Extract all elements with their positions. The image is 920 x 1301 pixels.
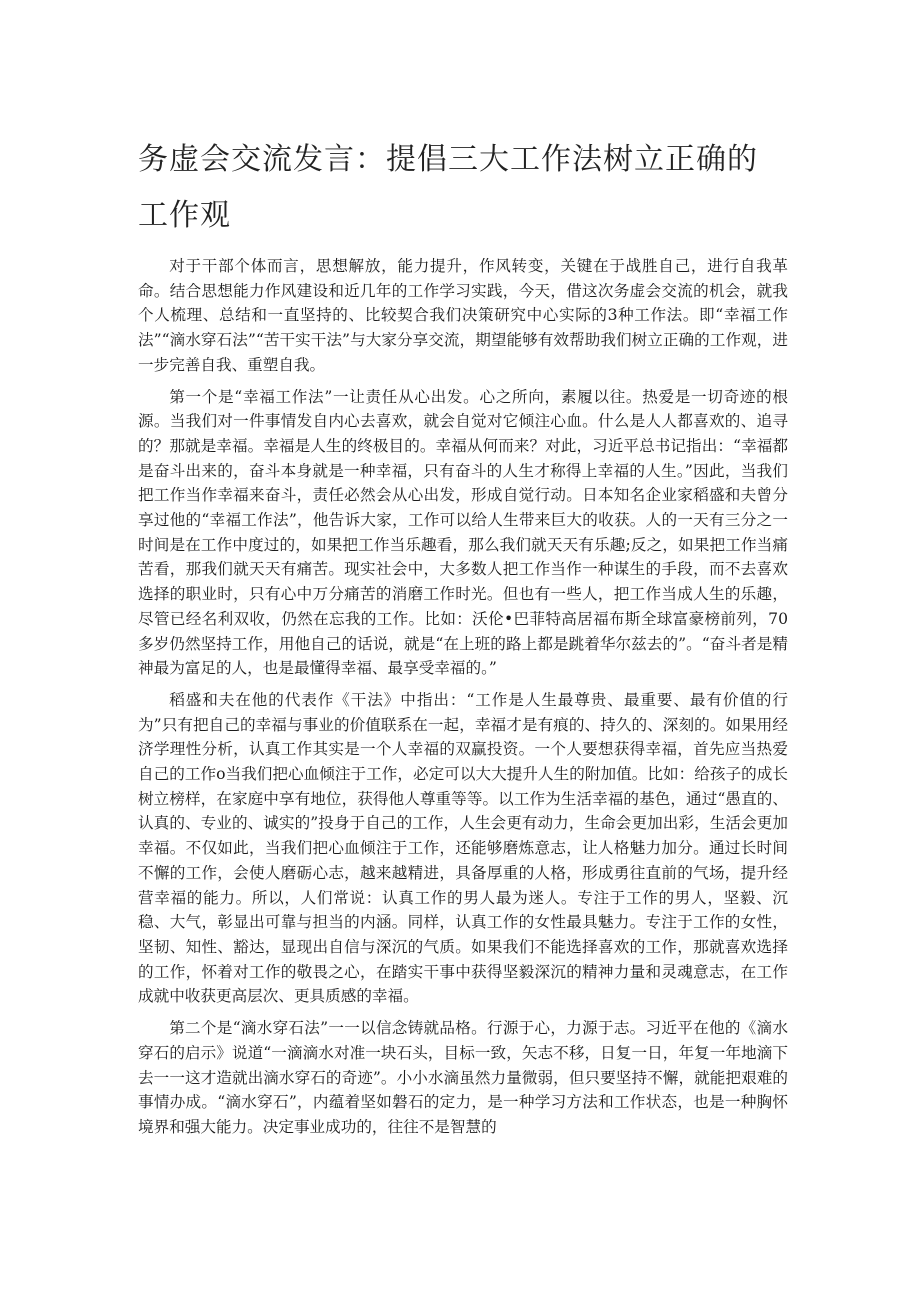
paragraph-happiness-method: 第一个是“幸福工作法”一让责任从心出发。心之所向，素履以往。热爱是一切奇迹的根源。当我们对一件事情发自内心去喜欢，就会自觉对它倾注心血。什么是人人都喜欢的、追寻的？那就是幸福。幸福是人生的终极目的。幸福从何而来？对此，习近平总书记指出：“幸福都是奋斗出来的，奋斗本身就是一种幸福，只有奋斗的人生才称得上幸福的人生。”因此，当我们把工作当作幸福来奋斗，责任必然会从心出发，形成自觉行动。日本知名企业家稻盛和夫曾分享过他的“幸福工作法”，他告诉大家，工作可以给人生带来巨大的收获。人的一天有三分之一时间是在工作中度过的，如果把工作当乐趣看，那么我们就天天有乐趣;反之，如果把工作当痛苦看，那我们就天天有痛苦。现实社会中，大多数人把工作当作一种谋生的手段，而不去喜欢选择的职业时，只有心中万分痛苦的消磨工作时光。但也有一些人，把工作当成人生的乐趣，尽管已经名利双收，仍然在忘我的工作。比如：沃伦•巴菲特高居福布斯全球富豪榜前列，70多岁仍然坚持工作，用他自己的话说，就是“在上班的路上都是跳着华尔兹去的”。“奋斗者是精神最为富足的人，也是最懂得幸福、最享受幸福的。” (138, 387, 788, 678)
paragraph-dripping-water-method: 第二个是“滴水穿石法”一一以信念铸就品格。行源于心，力源于志。习近平在他的《滴水穿石的启示》说道“一滴滴水对准一块石头，目标一致，矢志不移，日复一日，年复一年地滴下去一一这才造就出滴水穿石的奇迹”。小小水滴虽然力量微弱，但只要坚持不懈，就能把艰难的事情办成。“滴水穿石”，内蕴着坚如磐石的定力，是一种学习方法和工作状态，也是一种胸怀境界和强大能力。决定事业成功的，往往不是智慧的 (138, 1019, 788, 1136)
document-page (138, 132, 788, 1147)
document-title: 务虚会交流发言：提倡三大工作法树立正确的工作观 (138, 142, 758, 233)
paragraph-inamori-work: 稻盛和夫在他的代表作《干法》中指出：“工作是人生最尊贵、最重要、最有价值的行为”只有把自己的幸福与事业的价值联系在一起，幸福才是有痕的、持久的、深刻的。如果用经济学理性分析，认真工作其实是一个人幸福的双赢投资。一个人要想获得幸福，首先应当热爱自己的工作o当我们把心血倾注于工作，必定可以大大提升人生的附加值。比如：给孩子的成长树立榜样，在家庭中享有地位，获得他人尊重等等。以工作为生活幸福的基色，通过“愚直的、认真的、专业的、诚实的”投身于自己的工作，人生会更有动力，生命会更加出彩，生活会更加幸福。不仅如此，当我们把心血倾注于工作，还能够磨炼意志，让人格魅力加分。通过长时间不懈的工作，会使人磨砺心志，越来越精进，具备厚重的人格，形成勇往直前的气场，提升经营幸福的能力。所以，人们常说：认真工作的男人最为迷人。专注于工作的男人，坚毅、沉稳、大气，彰显出可靠与担当的内涵。同样，认真工作的女性最具魅力。专注于工作的女性，坚韧、知性、豁达，显现出自信与深沉的气质。如果我们不能选择喜欢的工作，那就喜欢选择的工作，怀着对工作的敬畏之心，在踏实干事中获得坚毅深沉的精神力量和灵魂意志，在工作成就中收获更高层次、更具质感的幸福。 (138, 690, 788, 1006)
paragraph-intro: 对于干部个体而言，思想解放，能力提升，作风转变，关键在于战胜自己，进行自我革命。结合思想能力作风建设和近几年的工作学习实践，今天，借这次务虚会交流的机会，就我个人梳理、总结和一直坚持的、比较契合我们决策研究中心实际的3种工作法。即“幸福工作法”“滴水穿石法”“苦干实干法”与大家分享交流，期望能够有效帮助我们树立正确的工作观，进一步完善自我、重塑自我。 (138, 257, 788, 374)
